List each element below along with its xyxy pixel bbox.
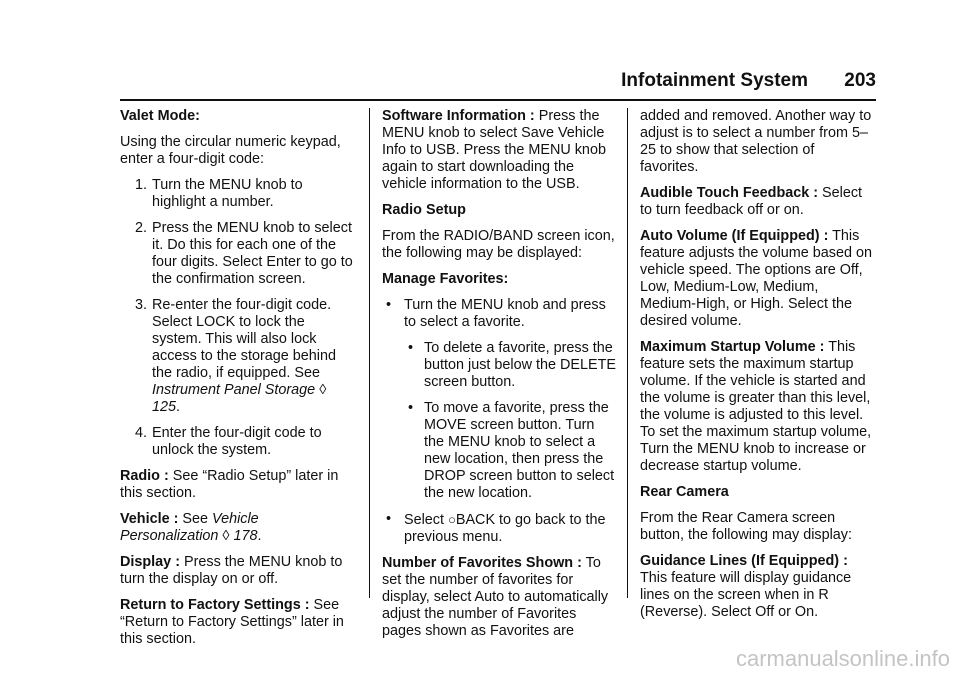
rear-camera-heading: Rear Camera — [640, 484, 729, 500]
vehicle-entry — [120, 511, 356, 545]
audible-feedback-text: Select to turn feedback off or on. — [640, 185, 863, 218]
bullet-text: Turn the MENU knob and press to select a favorite. — [404, 297, 606, 330]
auto-volume-entry — [640, 228, 876, 330]
bullet-icon: • — [386, 511, 392, 527]
return-factory-term: Return to Factory Settings : — [120, 597, 310, 613]
return-factory-entry — [120, 597, 356, 648]
page-ref-number[interactable]: 125 — [152, 399, 177, 415]
page-ref-icon: ◊ — [319, 382, 327, 398]
bullet-text-part: BACK to go back to the previous menu. — [404, 512, 606, 545]
list-item — [404, 340, 618, 391]
step-number: 2. — [134, 220, 147, 236]
favorites-shown-text: To set the number of favorites for display, select Auto to automatically adjust the number of Favorites pages shown as Favorites are — [382, 555, 609, 639]
step-text: Press the MENU knob to select it. Do this for each one of the four digits. Select Enter to go to the confirmation screen. — [152, 220, 353, 287]
max-startup-volume-text: This feature sets the maximum startup volume. If the vehicle is started and the volume is greater than this level, the volume is adjusted to this level. To set the maximum startup volume, Turn the MENU knob to increase or decrease startup volume. — [640, 339, 872, 474]
software-info-term: Software Information : — [382, 108, 535, 124]
radio-setup-intro: From the RADIO/BAND screen icon, the following may be displayed: — [382, 228, 615, 261]
valet-intro: Using the circular numeric keypad, enter a four-digit code: — [120, 134, 341, 167]
auto-volume-term: Auto Volume (If Equipped) : — [640, 228, 829, 244]
step-text-part: Re-enter the four-digit code. Select LOCK to lock the system. This will also lock access to the storage behind the radio, if equipped. See — [152, 297, 337, 381]
list-item — [382, 511, 618, 546]
column-divider — [369, 108, 370, 598]
audible-feedback-entry — [640, 185, 876, 219]
radio-setup-heading: Radio Setup — [382, 202, 466, 218]
page-ref-number[interactable]: 178 — [233, 528, 258, 544]
list-item — [120, 220, 356, 288]
rear-camera-intro: From the Rear Camera screen button, the following may display: — [640, 510, 852, 543]
bullet-text-part: Select — [404, 512, 444, 528]
valet-mode-heading: Valet Mode: — [120, 108, 200, 124]
vehicle-term: Vehicle : — [120, 511, 179, 527]
step-number: 4. — [134, 425, 147, 441]
list-item — [404, 400, 618, 502]
page-header — [120, 70, 876, 96]
page-number: 203 — [844, 70, 876, 91]
step-text: Enter the four-digit code to unlock the system. — [152, 425, 322, 458]
step-text-end: . — [176, 399, 181, 415]
column-1 — [120, 108, 356, 657]
radio-text: See “Radio Setup” later in this section. — [120, 468, 339, 501]
guidance-lines-text: This feature will display guidance lines on the screen when in R (Reverse). Select Off or On. — [640, 570, 852, 620]
max-startup-volume-entry — [640, 339, 876, 475]
cross-reference-link[interactable]: Vehicle Personalization — [120, 511, 259, 544]
header-rule — [120, 99, 876, 101]
list-item — [120, 425, 356, 459]
bullet-icon: • — [386, 297, 392, 313]
guidance-lines-term: Guidance Lines (If Equipped) : — [640, 553, 848, 569]
list-item — [120, 297, 356, 416]
radio-entry — [120, 468, 356, 502]
return-factory-text: See “Return to Factory Settings” later in this section. — [120, 597, 344, 647]
bullet-text: To move a favorite, press the MOVE screen button. Turn the MENU knob to select a new location, then press the DROP screen button to select the new location. — [424, 400, 615, 501]
bullet-text: To delete a favorite, press the button just below the DELETE screen button. — [424, 340, 616, 390]
favorites-shown-term: Number of Favorites Shown : — [382, 555, 582, 571]
step-number: 1. — [134, 177, 147, 193]
column-3 — [640, 108, 876, 630]
vehicle-see: See — [182, 511, 209, 527]
auto-volume-text: This feature adjusts the volume based on vehicle speed. The options are Off, Low, Medium-Low, Medium, Medium-High, or High. Select the desired volume. — [640, 228, 872, 329]
step-number: 3. — [134, 297, 147, 313]
manage-favorites-heading: Manage Favorites: — [382, 271, 509, 287]
column-2 — [382, 108, 618, 649]
cross-reference-link[interactable]: Instrument Panel Storage — [152, 382, 316, 398]
max-startup-volume-term: Maximum Startup Volume : — [640, 339, 825, 355]
valet-steps — [120, 177, 356, 459]
software-info-text: Press the MENU knob to select Save Vehicle Info to USB. Press the MENU knob again to start downloading the vehicle information to the USB. — [382, 108, 606, 192]
favorites-continued: added and removed. Another way to adjust is to select a number from 5–25 to show that selection of favorites. — [640, 108, 872, 175]
page-ref-icon: ◊ — [222, 528, 230, 544]
guidance-lines-entry — [640, 553, 876, 621]
watermark: carmanualsonline.info — [735, 646, 950, 671]
vehicle-end: . — [257, 528, 262, 544]
bullet-icon: • — [408, 340, 414, 356]
display-entry — [120, 554, 356, 588]
software-info-entry — [382, 108, 618, 193]
list-item — [382, 297, 618, 331]
column-divider — [627, 108, 628, 598]
display-term: Display : — [120, 554, 180, 570]
step-text: Turn the MENU knob to highlight a number. — [152, 177, 303, 210]
step-text — [152, 297, 356, 416]
section-title: Infotainment System — [621, 70, 808, 91]
list-item — [120, 177, 356, 211]
bullet-text — [404, 511, 618, 546]
display-text: Press the MENU knob to turn the display on or off. — [120, 554, 343, 587]
bullet-icon: • — [408, 400, 414, 416]
back-icon: ○ — [448, 512, 456, 527]
radio-term: Radio : — [120, 468, 169, 484]
favorites-shown-entry — [382, 555, 618, 640]
audible-feedback-term: Audible Touch Feedback : — [640, 185, 819, 201]
